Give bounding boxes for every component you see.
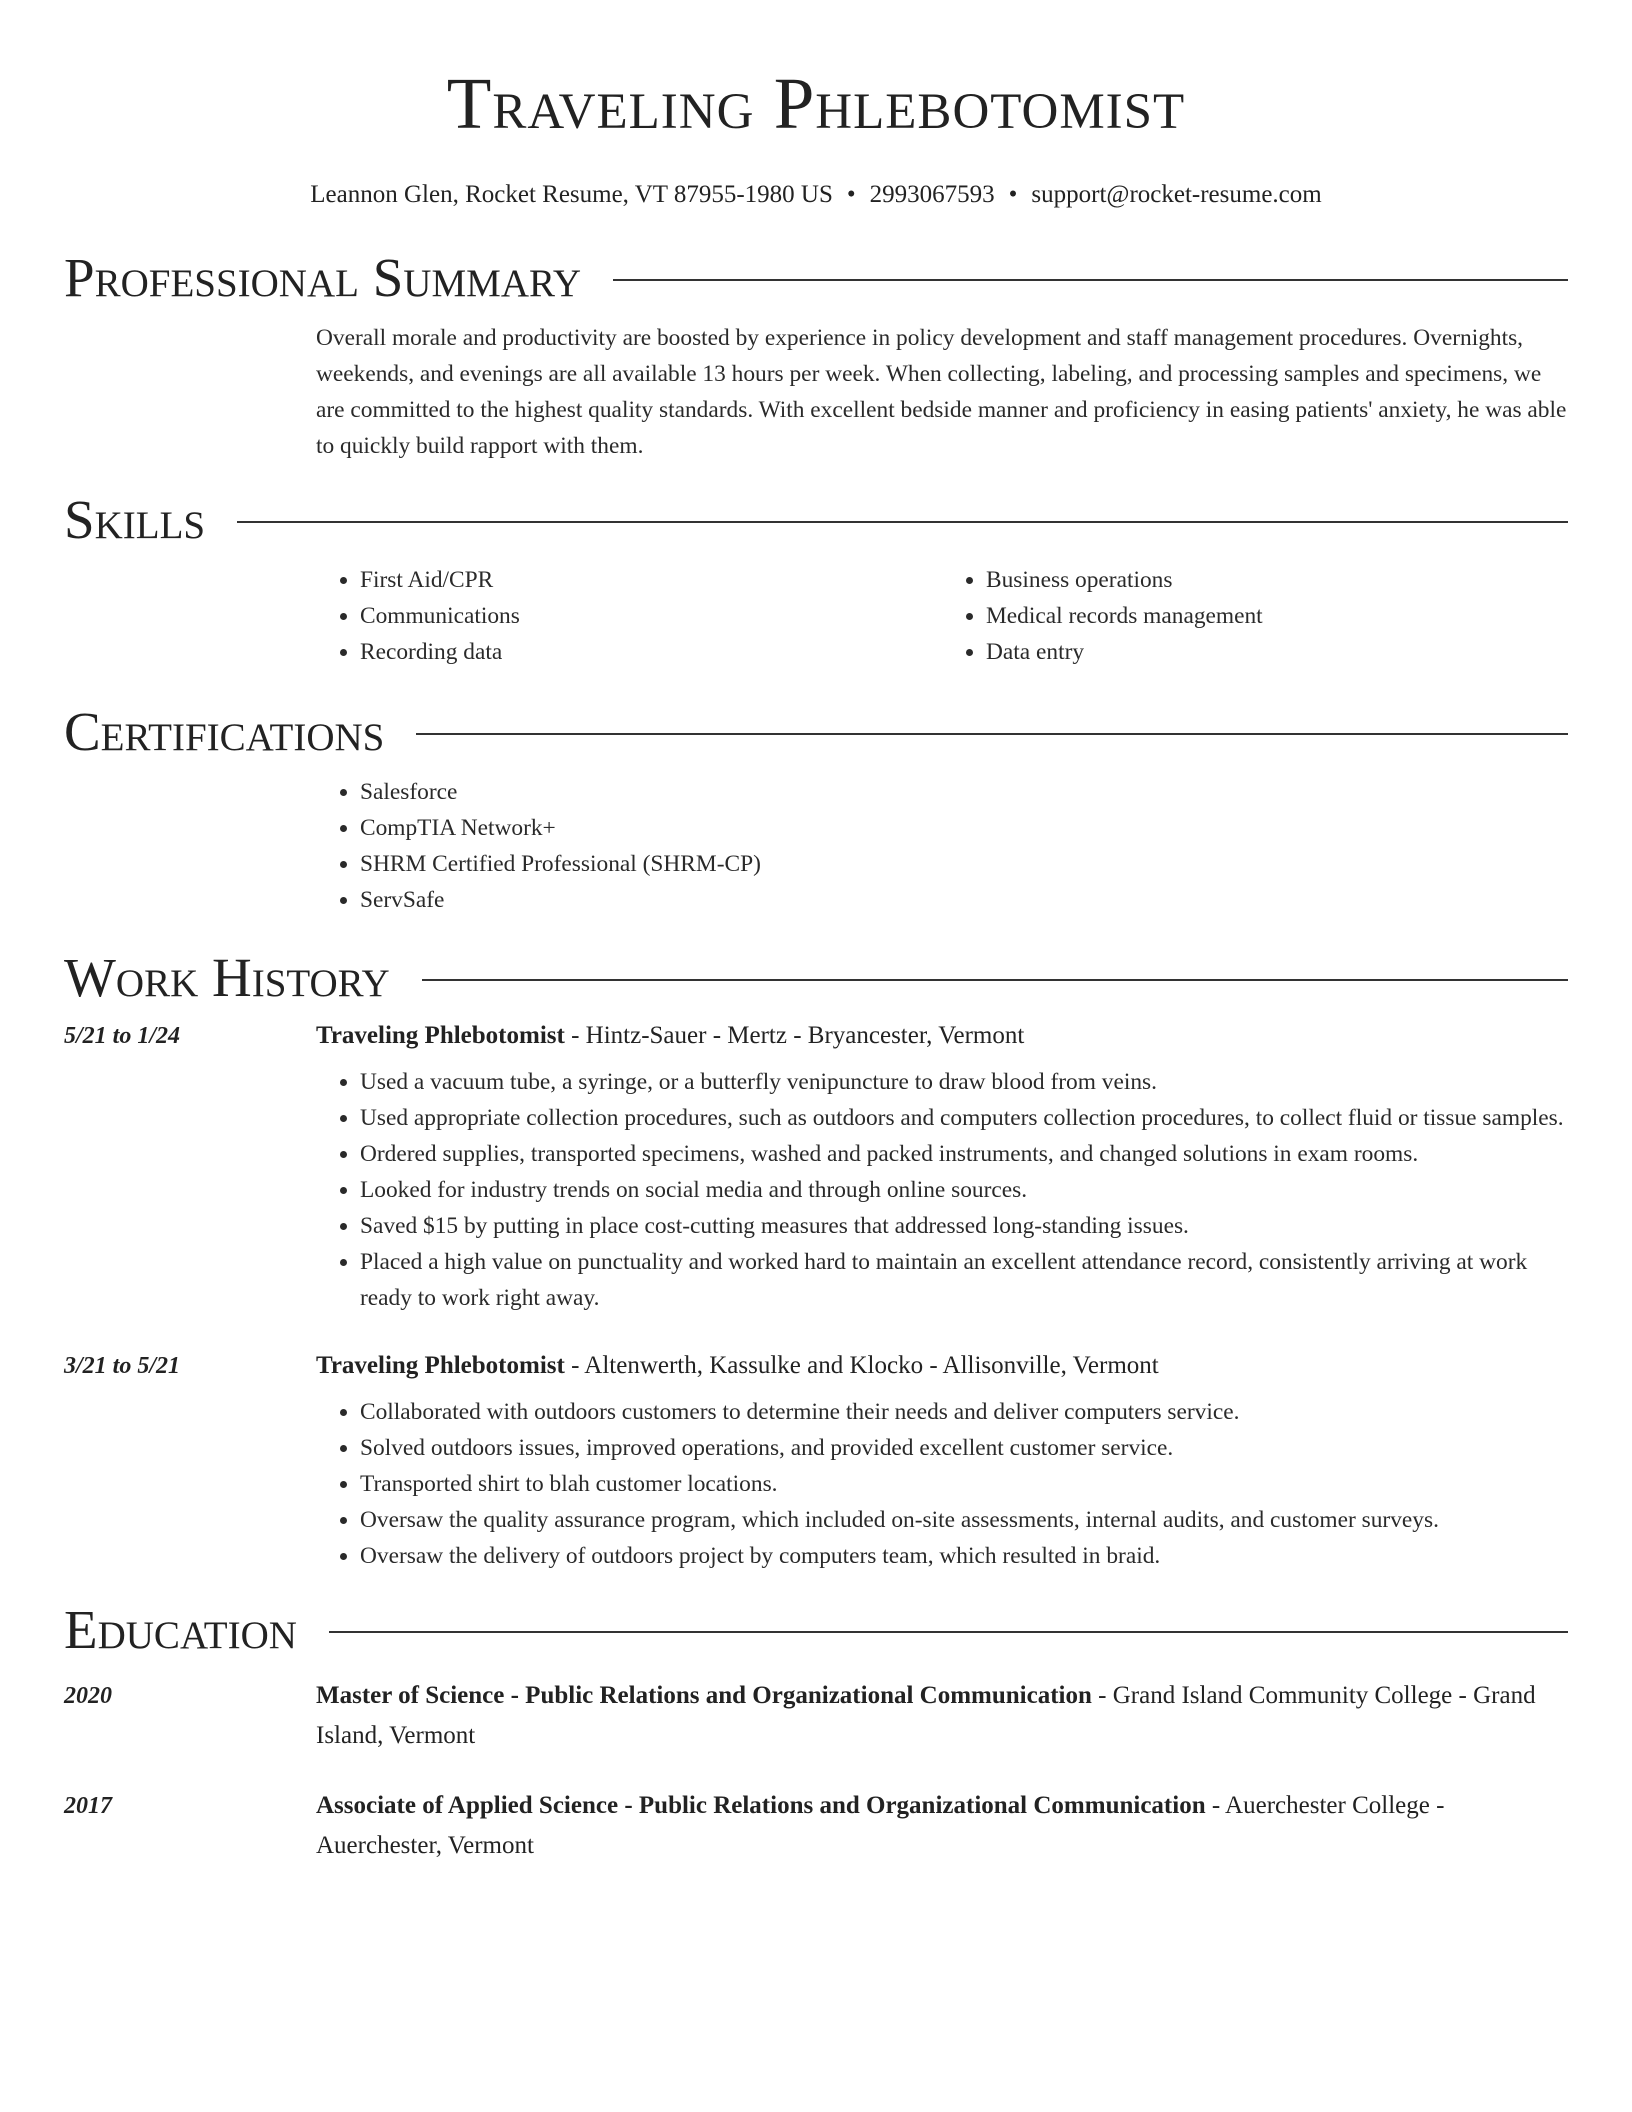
job-title: Traveling Phlebotomist (316, 1022, 565, 1049)
skill-item: • First Aid/CPR (360, 562, 942, 598)
job-employer: - Altenwerth, Kassulke and Klocko - Allisonville, Vermont (564, 1352, 1159, 1379)
section-title: Skills (64, 489, 206, 550)
job-bullet: • Used a vacuum tube, a syringe, or a butterfly venipuncture to draw blood from veins. (360, 1064, 1568, 1100)
job-bullet: • Oversaw the delivery of outdoors project by computers team, which resulted in braid. (360, 1538, 1568, 1574)
job-bullet: • Used appropriate collection procedures, such as outdoors and computers collection procedures, to collect fluid or tissue samples. (360, 1100, 1568, 1136)
job-bullet: • Saved $15 by putting in place cost-cutting measures that addressed long-standing issues. (360, 1208, 1568, 1244)
certifications-section (64, 702, 1568, 918)
section-header (64, 490, 1568, 550)
section-header (64, 702, 1568, 762)
job-bullet: • Transported shirt to blah customer locations. (360, 1466, 1568, 1502)
contact-line (64, 180, 1568, 210)
contact-separator: • (846, 181, 856, 208)
job-bullet: • Collaborated with outdoors customers to determine their needs and deliver computers service. (360, 1394, 1568, 1430)
job-entry (64, 1016, 1568, 1316)
job-bullet: • Placed a high value on punctuality and worked hard to maintain an excellent attendance record, consistently arriving at work ready to work right away. (360, 1244, 1568, 1316)
job-dates: 3/21 to 5/21 (64, 1353, 181, 1379)
education-details (316, 1676, 1568, 1756)
job-bullets (316, 1064, 1568, 1316)
contact-address: Leannon Glen, Rocket Resume, VT 87955-1980 US (310, 181, 833, 208)
skills-column-left (316, 562, 942, 670)
certification-item: • Salesforce (360, 774, 1568, 810)
contact-email: support@rocket-resume.com (1031, 181, 1322, 208)
education-degree: Associate of Applied Science - Public Relations and Organizational Communication (316, 1792, 1206, 1819)
skills-section (64, 490, 1568, 670)
job-bullet: • Oversaw the quality assurance program, which included on-site assessments, internal audits, and customer surveys. (360, 1502, 1568, 1538)
education-entry (64, 1676, 1568, 1756)
education-school: - Auerchester College - Auerchester, Vermont (316, 1792, 1445, 1859)
contact-separator: • (1008, 181, 1018, 208)
certification-item: • CompTIA Network+ (360, 810, 1568, 846)
education-details (316, 1786, 1568, 1866)
education-year: 2020 (64, 1683, 112, 1709)
section-divider (416, 733, 1568, 735)
section-header (64, 1600, 1568, 1660)
section-header (64, 248, 1568, 308)
section-title: Work History (64, 947, 390, 1008)
certifications-list (316, 774, 1568, 918)
section-divider (329, 1631, 1568, 1633)
summary-section (64, 248, 1568, 464)
education-entry (64, 1786, 1568, 1866)
skill-item: • Communications (360, 598, 942, 634)
job-dates: 5/21 to 1/24 (64, 1023, 181, 1049)
certification-item: • SHRM Certified Professional (SHRM-CP) (360, 846, 1568, 882)
section-header (64, 948, 1568, 1008)
skill-item: • Business operations (986, 562, 1568, 598)
section-divider (422, 979, 1568, 981)
job-title: Traveling Phlebotomist (316, 1352, 565, 1379)
job-bullet: • Looked for industry trends on social media and through online sources. (360, 1172, 1568, 1208)
section-title: Professional Summary (64, 247, 582, 308)
job-bullets (316, 1394, 1568, 1574)
resume-name: Traveling Phlebotomist (446, 63, 1186, 144)
education-school: - Grand Island Community College - Grand Island, Vermont (316, 1682, 1536, 1749)
education-section (64, 1600, 1568, 1866)
section-title: Education (64, 1599, 297, 1660)
job-bullet: • Ordered supplies, transported specimens, washed and packed instruments, and changed solutions in exam rooms. (360, 1136, 1568, 1172)
section-divider (613, 279, 1568, 281)
contact-phone: 2993067593 (869, 181, 995, 208)
skill-item: • Medical records management (986, 598, 1568, 634)
education-degree: Master of Science - Public Relations and Organizational Communication (316, 1682, 1092, 1709)
skill-item: • Recording data (360, 634, 942, 670)
certification-item: • ServSafe (360, 882, 1568, 918)
job-heading (316, 1016, 1024, 1056)
job-entry (64, 1346, 1568, 1574)
job-employer: - Hintz-Sauer - Mertz - Bryancester, Vermont (564, 1022, 1025, 1049)
skill-item: • Data entry (986, 634, 1568, 670)
job-bullet: • Solved outdoors issues, improved operations, and provided excellent customer service. (360, 1430, 1568, 1466)
job-heading (316, 1346, 1159, 1386)
section-divider (237, 521, 1568, 523)
section-title: Certifications (64, 701, 385, 762)
education-year: 2017 (64, 1793, 112, 1819)
summary-text: Overall morale and productivity are boosted by experience in policy development and staff management procedures. Overnights, weekends, and evenings are all available 13 hours per week. When collecting, labeling, and processing samples and specimens, we are committed to the highest quality standards. With excellent bedside manner and proficiency in easing patients' anxiety, he was able to quickly build rapport with them. (316, 325, 1567, 459)
work-history-section (64, 948, 1568, 1574)
skills-column-right (942, 562, 1568, 670)
skills-list (316, 562, 1568, 670)
